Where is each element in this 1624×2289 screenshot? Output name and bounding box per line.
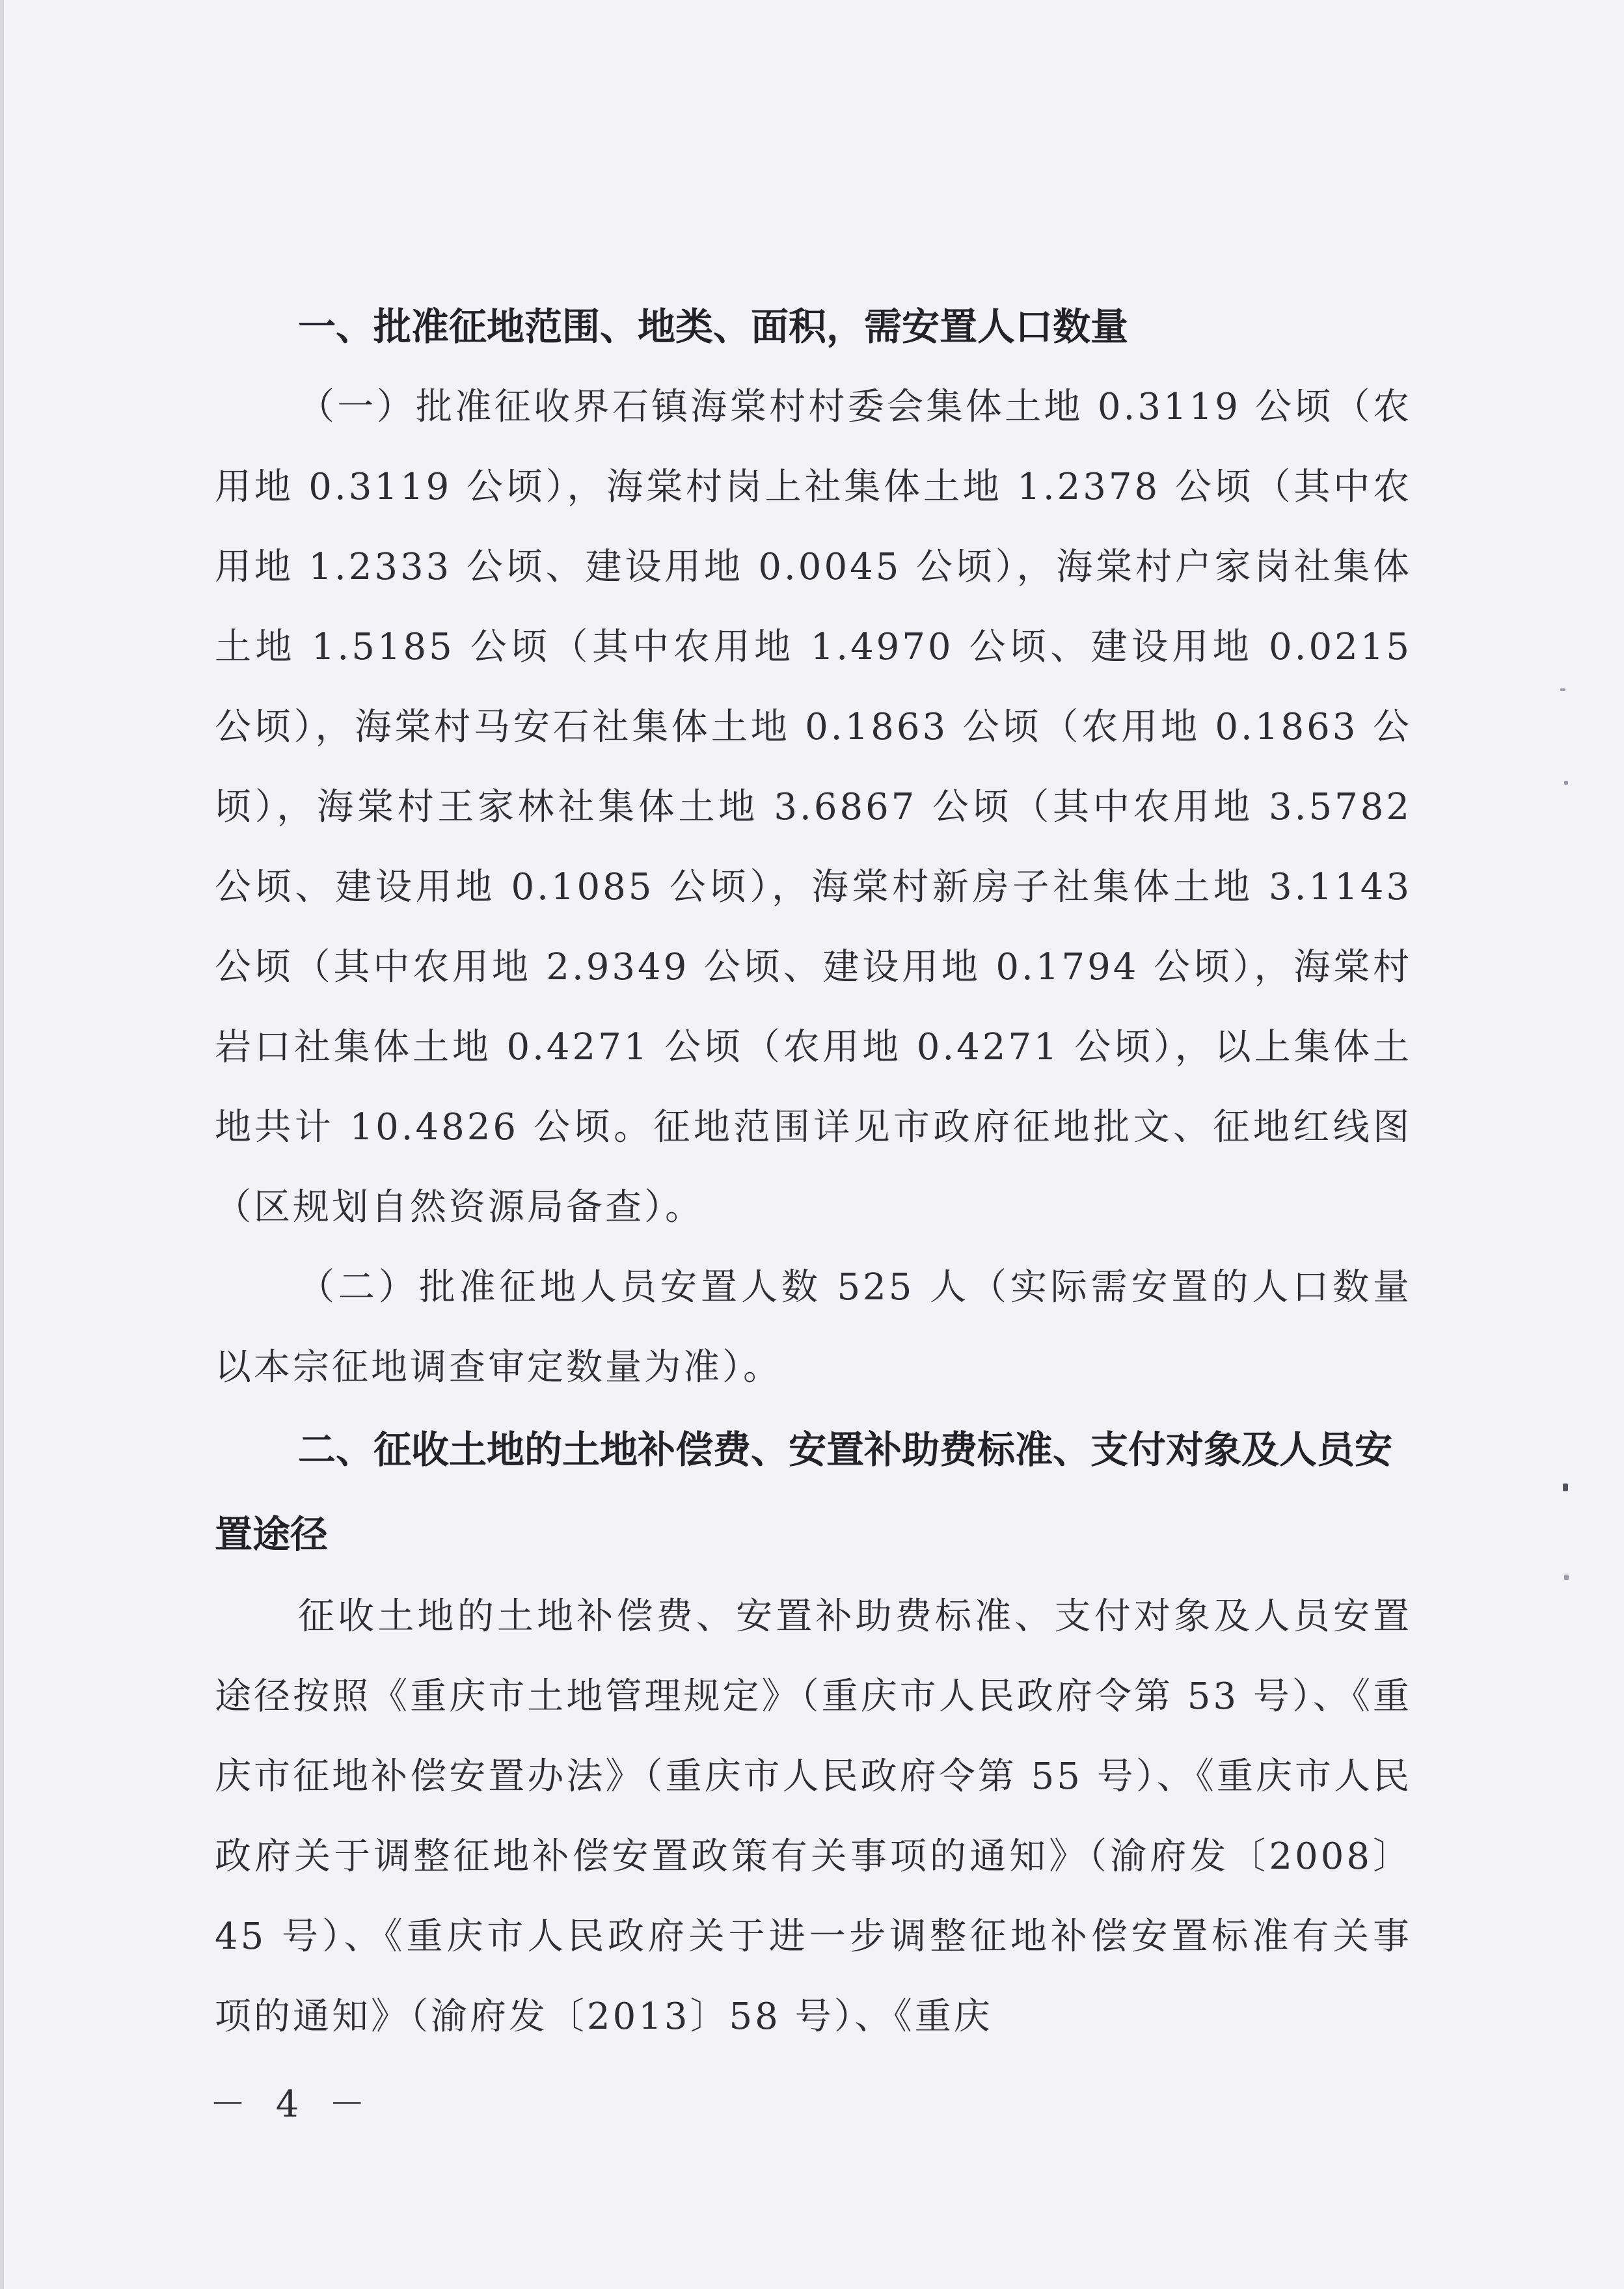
scan-speck <box>1560 688 1565 691</box>
document-body <box>215 286 1412 2057</box>
scan-speck <box>1563 1483 1568 1491</box>
section-2-body: 征收土地的土地补偿费、安置补助费标准、支付对象及人员安置途径按照《重庆市土地管理规定》（重庆市人民政府令第 53 号）、《重庆市征地补偿安置办法》（重庆市人民政府令第 55 号）、《重庆市人民政府关于调整征地补偿安置政策有关事项的通知》（渝府发〔2008〕45 号）、《重庆市人民政府关于进一步调整征地补偿安置标准有关事项的通知》（渝府发〔2013〕58 号）、《重庆 <box>215 1595 1412 2038</box>
section-1-item-1: （一）批准征收界石镇海棠村村委会集体土地 0.3119 公顷（农用地 0.3119 公顷），海棠村岗上社集体土地 1.2378 公顷（其中农用地 1.2333 公顷、建设用地 0.0045 公顷），海棠村户家岗社集体土地 1.5185 公顷（其中农用地 1.4970 公顷、建设用地 0.0215 公顷），海棠村马安石社集体土地 0.1863 公顷（农用地 0.1863 公顷），海棠村王家林社集体土地 3.6867 公顷（其中农用地 3.5782 公顷、建设用地 0.1085 公顷），海棠村新房子社集体土地 3.1143 公顷（其中农用地 2.9349 公顷、建设用地 0.1794 公顷），海棠村岩口社集体土地 0.4271 公顷（农用地 0.4271 公顷），以上集体土地共计 10.4826 公顷。征地范围详见市政府征地批文、征地红线图（区规划自然资源局备查）。 <box>215 386 1413 1228</box>
scan-speck <box>1564 1575 1569 1580</box>
section-1-item-2: （二）批准征地人员安置人数 525 人（实际需安置的人口数量以本宗征地调查审定数量为准）。 <box>215 1266 1412 1388</box>
scan-speck <box>1564 781 1568 785</box>
section-1-heading: 一、批准征地范围、地类、面积，需安置人口数量 <box>298 305 1129 349</box>
section-2-heading: 二、征收土地的土地补偿费、安置补助费标准、支付对象及人员安置途径 <box>215 1428 1393 1556</box>
scan-edge <box>0 0 4 2289</box>
page-number: － 4 － <box>210 2083 375 2126</box>
